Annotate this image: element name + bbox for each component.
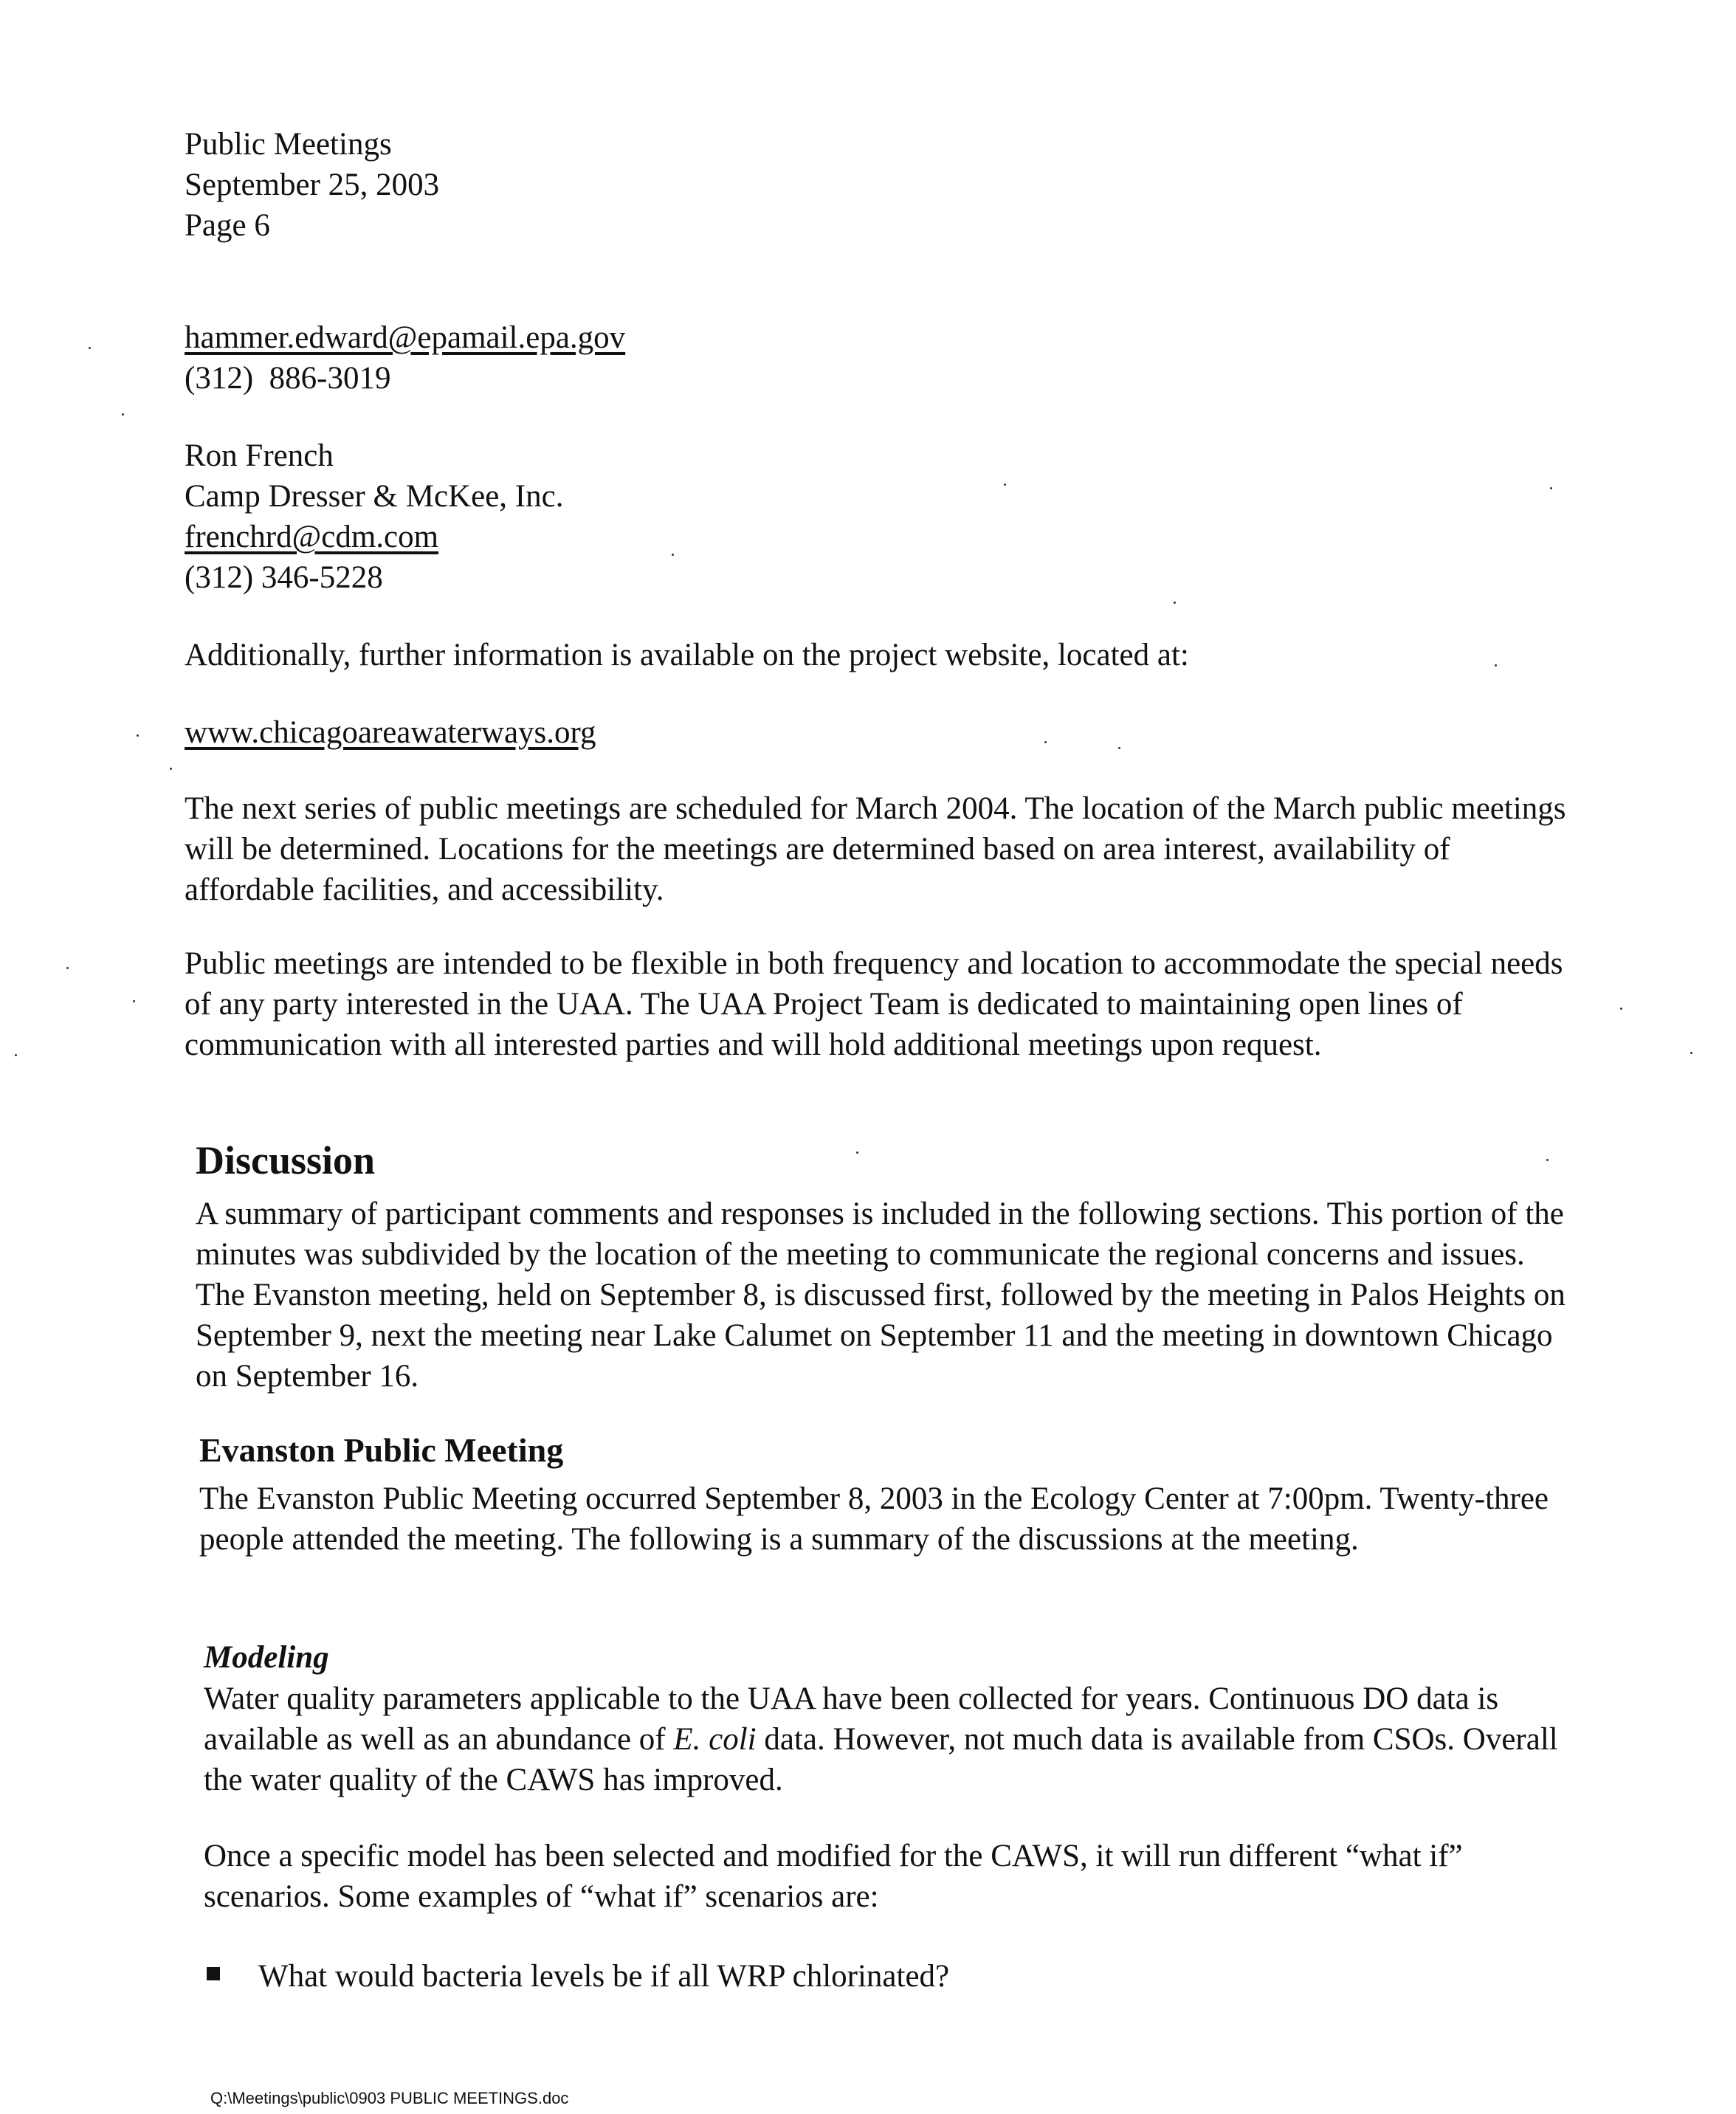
scan-speck (1044, 741, 1047, 743)
scan-speck (1004, 483, 1006, 486)
scan-speck (1690, 1052, 1692, 1054)
letter-header (185, 124, 1572, 246)
paragraph-flexible-meetings: Public meetings are intended to be flexible in both frequency and location to accommodate the special needs of any party interested in the UAA. The UAA Project Team is dedicated to maintaining open lines of communication with all interested parties and will hold additional meetings upon request. (185, 946, 1563, 1062)
scan-speck (66, 967, 69, 969)
list-item (207, 1956, 1572, 1997)
evanston-heading: Evanston Public Meeting (199, 1431, 564, 1469)
square-bullet-icon (207, 1967, 220, 1980)
scan-speck (89, 347, 91, 349)
contact-block-1 (185, 317, 1572, 399)
scan-speck (1620, 1008, 1622, 1010)
modeling-ecoli-italic: E. coli (673, 1722, 757, 1757)
modeling-text-2: data. However, not much data is available from CSOs. Overall the water quality of the CAWS has improved. (204, 1722, 1558, 1797)
website-link[interactable]: www.chicagoareawaterways.org (185, 715, 596, 750)
scan-speck (15, 1054, 17, 1056)
scan-speck (137, 734, 139, 737)
scan-speck (1550, 487, 1552, 489)
discussion-paragraph: A summary of participant comments and responses is included in the following sections. This portion of the minutes was subdivided by the location of the meeting to communicate the regional concerns and issues. The Evanston meeting, held on September 8, is discussed first, followed by the meeting in Palos Heights on September 9, next the meeting near Lake Calumet on September 11 and the meeting in downtown Chicago on September 16. (196, 1197, 1566, 1394)
header-date: September 25, 2003 (185, 168, 440, 202)
discussion-heading: Discussion (196, 1138, 376, 1182)
website-intro (185, 635, 1572, 675)
contact-name: Ron French (185, 438, 334, 473)
website-link-row (185, 712, 1572, 753)
scan-speck (1174, 602, 1176, 604)
scan-speck (672, 554, 674, 556)
scan-speck (856, 1151, 858, 1154)
contact-email-link[interactable]: frenchrd@cdm.com (185, 520, 439, 554)
contact-phone: (312) 886-3019 (185, 361, 391, 396)
modeling-paragraph (204, 1679, 1577, 1800)
paragraph-next-meetings: The next series of public meetings are scheduled for March 2004. The location of the March public meetings will be determined. Locations for the meetings are determined based on area interest, availability of affordable facilities, and accessibility. (185, 791, 1566, 907)
evanston-paragraph: The Evanston Public Meeting occurred September 8, 2003 in the Ecology Center at 7:00pm. Twenty-three people attended the meeting. The following is a summary of the discussions at the meeting. (199, 1481, 1549, 1557)
footer-file-path: Q:\Meetings\public\0903 PUBLIC MEETINGS.doc (210, 2089, 569, 2107)
scan-speck (1118, 747, 1120, 749)
scan-speck (170, 768, 172, 770)
contact-phone: (312) 346-5228 (185, 560, 383, 595)
scan-speck (1495, 664, 1497, 667)
header-page-number: Page 6 (185, 208, 270, 243)
contact-block-2 (185, 435, 1572, 598)
scan-speck (122, 413, 124, 416)
contact-company: Camp Dresser & McKee, Inc. (185, 479, 564, 514)
scenarios-intro-paragraph: Once a specific model has been selected and modified for the CAWS, it will run different “what if” scenarios. Some examples of “what if” scenarios are: (204, 1839, 1463, 1914)
modeling-text-1: Water quality parameters applicable to the UAA have been collected for years. Continuous DO data is available as well as an abundance of (204, 1681, 1499, 1757)
bullet-text: What would bacteria levels be if all WRP chlorinated? (258, 1959, 950, 1994)
scan-speck (133, 1000, 135, 1002)
header-title: Public Meetings (185, 127, 392, 162)
contact-email-link[interactable]: hammer.edward@epamail.epa.gov (185, 320, 626, 355)
scan-speck (1546, 1159, 1549, 1161)
website-intro-text: Additionally, further information is available on the project website, located at: (185, 638, 1189, 672)
modeling-heading: Modeling (204, 1640, 329, 1675)
